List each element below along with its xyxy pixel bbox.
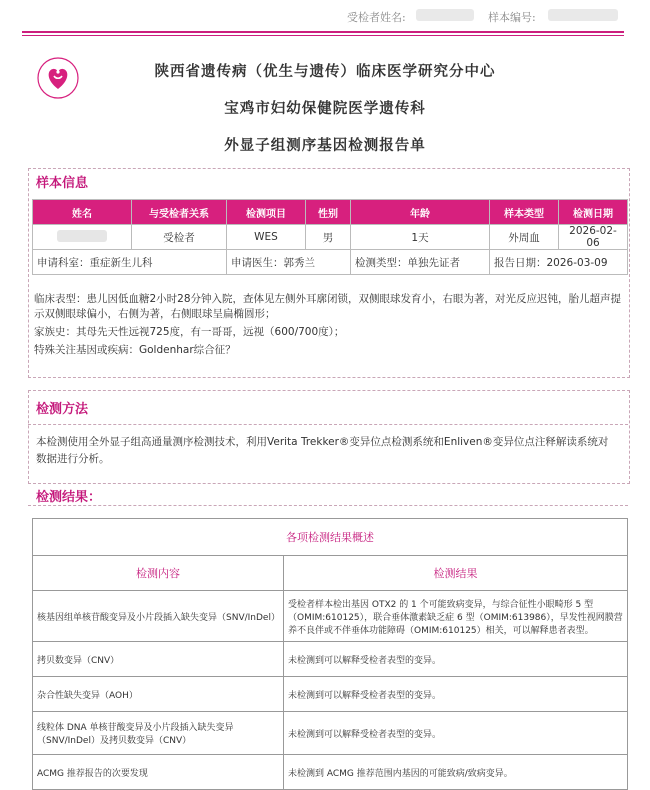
col-content: 检测内容 (33, 556, 284, 591)
cell-sex: 男 (306, 225, 351, 250)
name-redacted (57, 230, 107, 242)
method-text: 本检测使用全外显子组高通量测序检测技术，利用Verita Trekker®变异位点检测系统和Enliven®变异位点注释解读系统对数据进行分析。 (36, 436, 609, 465)
header-rule (22, 31, 624, 33)
row-result-aoh: 未检测到可以解释受检者表型的变异。 (284, 677, 628, 712)
row-content-snv: 核基因组单核苷酸变异及小片段插入缺失变异（SNV/InDel） (33, 591, 284, 642)
col-result: 检测结果 (284, 556, 628, 591)
col-sex: 性别 (306, 200, 351, 225)
method-divider (28, 424, 628, 425)
table-row (33, 712, 628, 755)
col-name: 姓名 (33, 200, 132, 225)
cell-age: 1天 (351, 225, 490, 250)
sample-info-table (32, 199, 628, 275)
table-row (33, 642, 628, 677)
row-content-aoh: 杂合性缺失变异（AOH） (33, 677, 284, 712)
title-department: 宝鸡市妇幼保健院医学遗传科 (224, 100, 426, 117)
results-divider (28, 505, 628, 506)
cell-report-date: 报告日期：2026-03-09 (490, 250, 628, 275)
sample-info-row (33, 225, 628, 250)
row-result-acmg: 未检测到 ACMG 推荐范围内基因的可能致病/致病变异。 (284, 755, 628, 790)
sample-info-header-row (33, 200, 628, 225)
results-caption: 各项检测结果概述 (33, 519, 628, 556)
row-result-mtdna: 未检测到可以解释受检者表型的变异。 (284, 712, 628, 755)
special-attention: 特殊关注基因或疾病：Goldenhar综合征？ (34, 344, 236, 356)
cell-test-type: 检测类型：单独先证者 (351, 250, 490, 275)
subject-name-redacted (416, 9, 474, 21)
results-table (32, 518, 628, 790)
cell-test-date: 2026-02-06 (559, 225, 628, 250)
col-test-date: 检测日期 (559, 200, 628, 225)
sample-number-redacted (548, 9, 618, 21)
subject-name-label: 受检者姓名: (347, 11, 406, 24)
table-row (33, 677, 628, 712)
clinical-phenotype: 临床表型：患儿因低血糖2小时28分钟入院，查体见左侧外耳廓闭锁，双侧眼球发育小，右眼为著，对光反应迟钝，胎儿超声提示双侧眼球偏小，右侧为著，右侧眼球呈扁椭圆形； (34, 293, 622, 320)
family-history: 家族史：其母先天性远视725度，有一哥哥，远视（600/700度）； (34, 326, 345, 338)
table-row (33, 591, 628, 642)
sample-info-request-row (33, 250, 628, 275)
row-content-mtdna: 线粒体 DNA 单核苷酸变异及小片段插入缺失变异（SNV/InDel）及拷贝数变异（CNV） (33, 712, 284, 755)
header-rule-thin (22, 35, 624, 36)
cell-test-item: WES (227, 225, 306, 250)
cell-sample-type: 外周血 (490, 225, 559, 250)
sample-number-label: 样本编号: (488, 11, 536, 24)
cell-relation: 受检者 (132, 225, 227, 250)
row-result-cnv: 未检测到可以解释受检者表型的变异。 (284, 642, 628, 677)
row-result-snv: 受检者样本检出基因 OTX2 的 1 个可能致病变异，与综合征性小眼畸形 5 型（OMIM:610125），联合垂体激素缺乏症 6 型（OMIM:613986），早发性视网膜营养不良伴或不伴垂体功能障碍（OMIM:610125）相关，可以解释患者表型。 (284, 591, 628, 642)
title-report: 外显子组测序基因检测报告单 (224, 137, 426, 154)
col-age: 年龄 (351, 200, 490, 225)
table-row (33, 755, 628, 790)
title-center: 陕西省遗传病（优生与遗传）临床医学研究分中心 (154, 63, 496, 80)
results-header-row (33, 556, 628, 591)
cell-doctor: 申请医生：郭秀兰 (227, 250, 351, 275)
cell-name (33, 225, 132, 250)
method-title: 检测方法 (36, 402, 89, 417)
results-title: 检测结果： (36, 490, 102, 505)
col-relation: 与受检者关系 (132, 200, 227, 225)
row-content-cnv: 拷贝数变异（CNV） (33, 642, 284, 677)
col-sample-type: 样本类型 (490, 200, 559, 225)
col-test-item: 检测项目 (227, 200, 306, 225)
results-caption-row (33, 519, 628, 556)
top-bar (0, 0, 650, 30)
row-content-acmg: ACMG 推荐报告的次要发现 (33, 755, 284, 790)
sample-info-title: 样本信息 (36, 176, 89, 191)
cell-department: 申请科室：重症新生儿科 (33, 250, 227, 275)
